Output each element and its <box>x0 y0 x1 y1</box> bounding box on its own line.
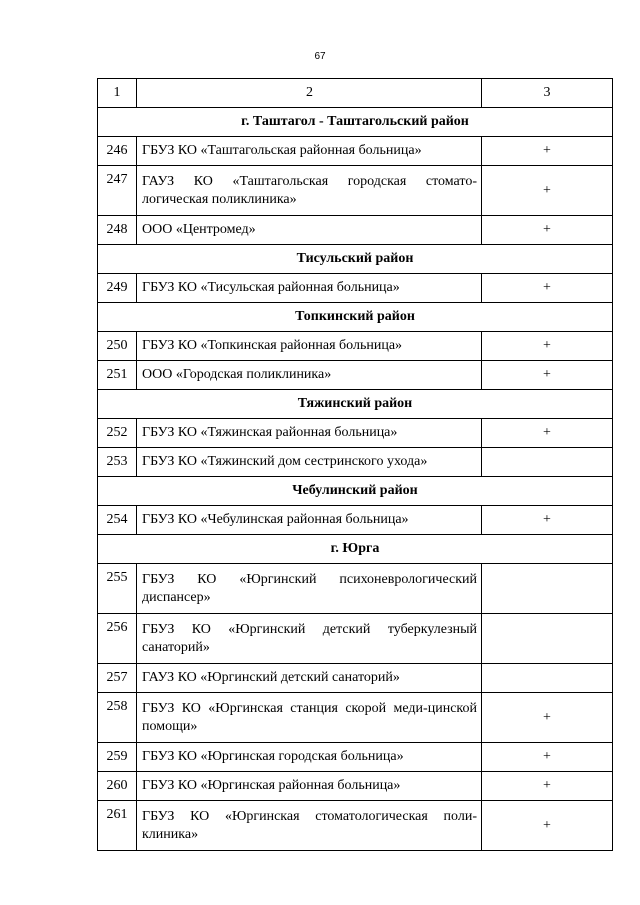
row-number: 247 <box>98 166 137 216</box>
section-heading-row <box>98 303 613 332</box>
table-row <box>98 448 613 477</box>
row-mark: + <box>482 743 613 772</box>
row-mark: + <box>482 772 613 801</box>
row-mark: + <box>482 332 613 361</box>
row-number: 248 <box>98 216 137 245</box>
institution-name: ГБУЗ КО «Юргинский психоневрологический диспансер» <box>137 564 482 614</box>
section-heading-row <box>98 108 613 137</box>
table-row <box>98 332 613 361</box>
table-row <box>98 419 613 448</box>
table-row <box>98 664 613 693</box>
row-number: 253 <box>98 448 137 477</box>
header-col-3: 3 <box>482 79 613 108</box>
section-heading-row <box>98 245 613 274</box>
institution-name: ГБУЗ КО «Юргинская городская больница» <box>137 743 482 772</box>
institution-name: ГБУЗ КО «Тяжинская районная больница» <box>137 419 482 448</box>
institution-name: ГАУЗ КО «Таштагольская городская стомато-логическая поликлиника» <box>137 166 482 216</box>
table-row <box>98 361 613 390</box>
row-number: 254 <box>98 506 137 535</box>
header-col-1: 1 <box>98 79 137 108</box>
section-heading-row <box>98 477 613 506</box>
row-number: 258 <box>98 693 137 743</box>
row-number: 246 <box>98 137 137 166</box>
row-mark: + <box>482 216 613 245</box>
row-mark: + <box>482 693 613 743</box>
table-row <box>98 564 613 614</box>
row-mark: + <box>482 419 613 448</box>
row-mark <box>482 448 613 477</box>
section-heading-row <box>98 535 613 564</box>
row-mark: + <box>482 506 613 535</box>
section-title: Тисульский район <box>98 245 613 274</box>
section-heading-row <box>98 390 613 419</box>
row-mark: + <box>482 274 613 303</box>
table-row <box>98 693 613 743</box>
row-number: 257 <box>98 664 137 693</box>
row-number: 256 <box>98 614 137 664</box>
institution-name: ГАУЗ КО «Юргинский детский санаторий» <box>137 664 482 693</box>
row-number: 261 <box>98 801 137 851</box>
row-mark: + <box>482 801 613 851</box>
header-row <box>98 79 613 108</box>
institution-name: ГБУЗ КО «Юргинская районная больница» <box>137 772 482 801</box>
section-title: Тяжинский район <box>98 390 613 419</box>
institution-name: ООО «Городская поликлиника» <box>137 361 482 390</box>
institution-name: ООО «Центромед» <box>137 216 482 245</box>
institution-name: ГБУЗ КО «Тяжинский дом сестринского ухода» <box>137 448 482 477</box>
section-title: г. Юрга <box>98 535 613 564</box>
row-number: 251 <box>98 361 137 390</box>
table-row <box>98 274 613 303</box>
table-row <box>98 743 613 772</box>
row-number: 252 <box>98 419 137 448</box>
institution-name: ГБУЗ КО «Таштагольская районная больница» <box>137 137 482 166</box>
row-number: 255 <box>98 564 137 614</box>
registry-table <box>97 78 613 851</box>
header-col-2: 2 <box>137 79 482 108</box>
row-number: 260 <box>98 772 137 801</box>
table-row <box>98 166 613 216</box>
row-mark <box>482 614 613 664</box>
table-row <box>98 216 613 245</box>
section-title: г. Таштагол - Таштагольский район <box>98 108 613 137</box>
institution-name: ГБУЗ КО «Юргинская станция скорой меди-цинской помощи» <box>137 693 482 743</box>
institution-name: ГБУЗ КО «Топкинская районная больница» <box>137 332 482 361</box>
row-number: 249 <box>98 274 137 303</box>
table-body <box>98 79 613 851</box>
table-row <box>98 614 613 664</box>
institution-name: ГБУЗ КО «Юргинский детский туберкулезный санаторий» <box>137 614 482 664</box>
row-mark: + <box>482 361 613 390</box>
row-mark: + <box>482 166 613 216</box>
institution-name: ГБУЗ КО «Тисульская районная больница» <box>137 274 482 303</box>
row-mark: + <box>482 137 613 166</box>
table-row <box>98 801 613 851</box>
row-number: 250 <box>98 332 137 361</box>
institution-name: ГБУЗ КО «Чебулинская районная больница» <box>137 506 482 535</box>
table-row <box>98 137 613 166</box>
section-title: Чебулинский район <box>98 477 613 506</box>
row-mark <box>482 664 613 693</box>
row-number: 259 <box>98 743 137 772</box>
page-number: 67 <box>314 51 326 62</box>
table-row <box>98 506 613 535</box>
section-title: Топкинский район <box>98 303 613 332</box>
table-row <box>98 772 613 801</box>
row-mark <box>482 564 613 614</box>
institution-name: ГБУЗ КО «Юргинская стоматологическая поли-клиника» <box>137 801 482 851</box>
